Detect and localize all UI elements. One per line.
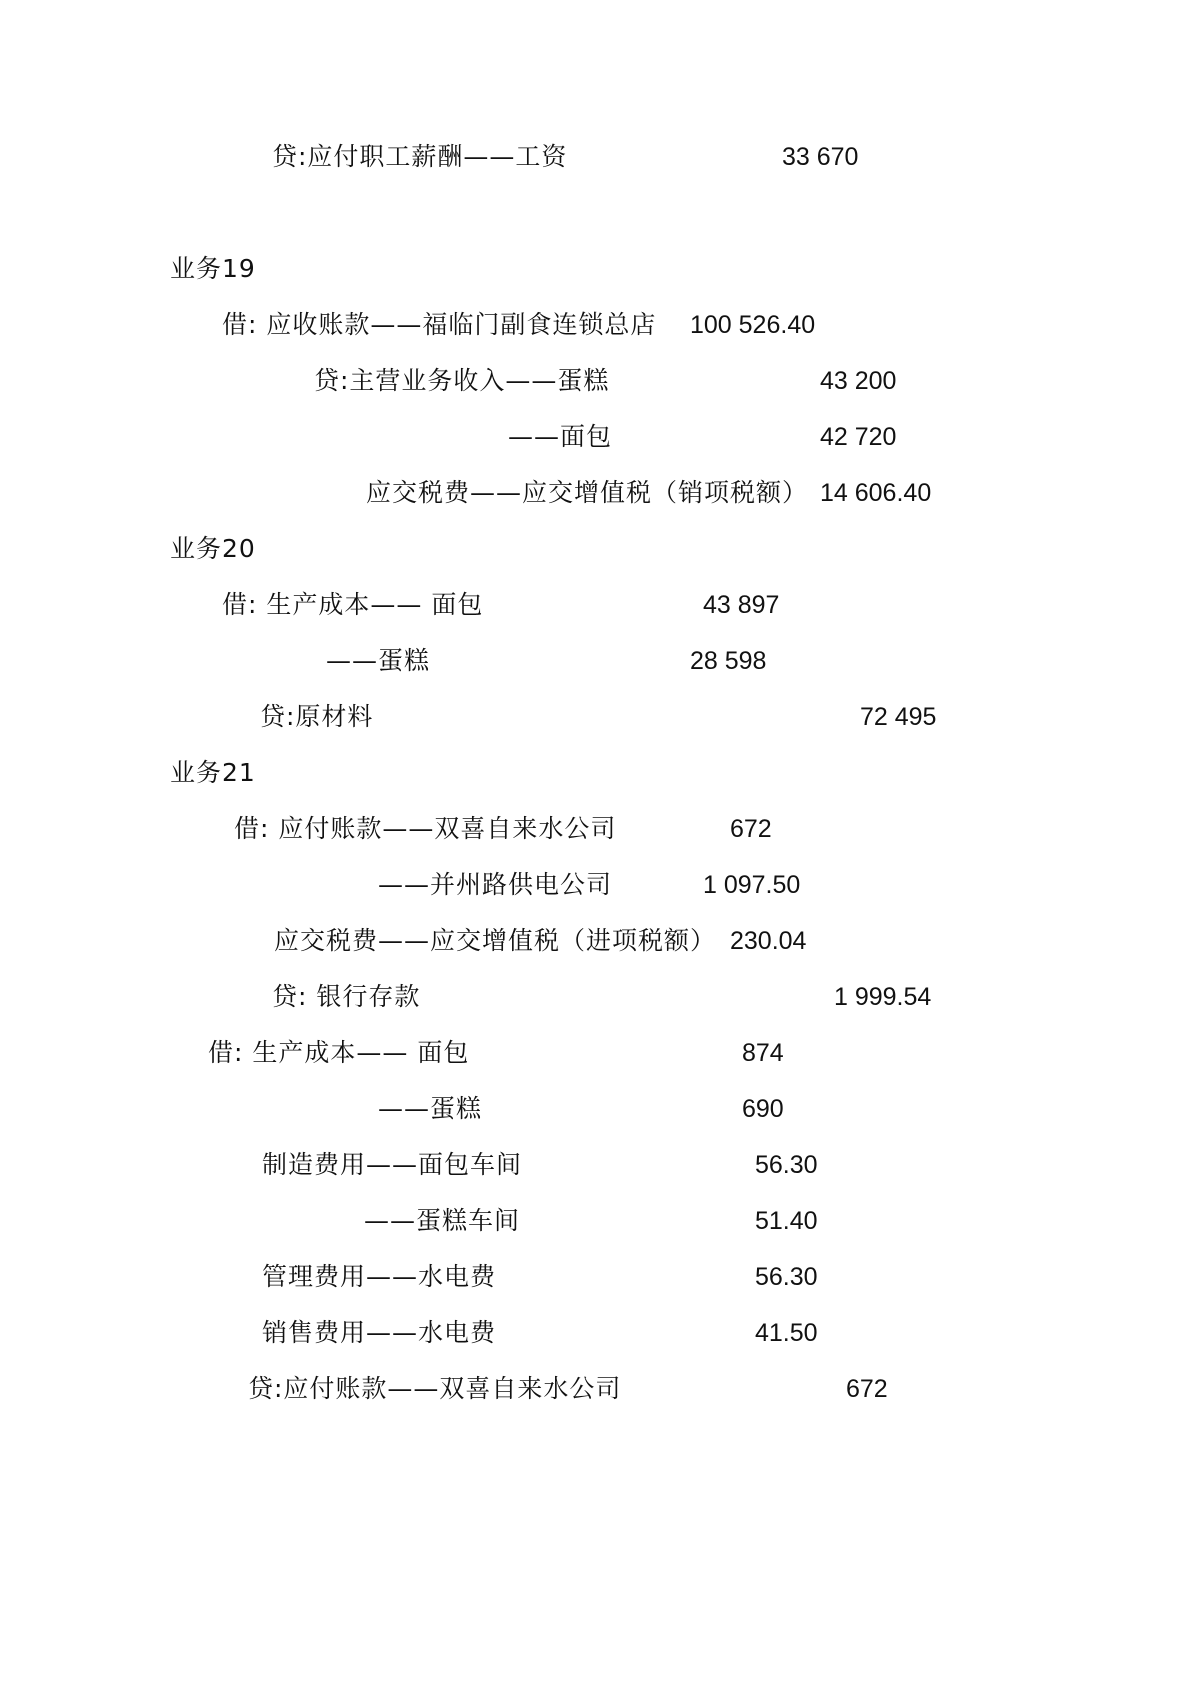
entry-amount: 56.30 [755,1263,818,1291]
entry-amount: 33 670 [782,143,859,171]
section-heading: 业务21 [170,758,256,787]
section-heading: 业务19 [170,254,256,283]
entry-account: ——并州路供电公司 [378,870,613,899]
entry-amount: 56.30 [755,1151,818,1179]
entry-amount: 28 598 [690,647,767,675]
entry-amount: 874 [742,1039,784,1067]
entry-account: 贷: 银行存款 [272,982,421,1011]
entry-amount: 41.50 [755,1319,818,1347]
entry-amount: 43 897 [703,591,780,619]
entry-amount: 51.40 [755,1207,818,1235]
entry-account: ——蛋糕 [378,1094,483,1123]
entry-amount: 1 999.54 [834,983,932,1011]
entry-amount: 672 [730,815,772,843]
entry-account: 贷:应付职工薪酬——工资 [272,142,568,171]
entry-account: 借: 应付账款——双喜自来水公司 [234,814,617,843]
entry-amount: 72 495 [860,703,937,731]
entry-account: 借: 生产成本—— 面包 [222,590,484,619]
entry-account: ——蛋糕 [326,646,431,675]
entry-account: 销售费用——水电费 [262,1318,497,1347]
entry-account: ——蛋糕车间 [364,1206,521,1235]
entry-account: 应交税费——应交增值税（进项税额） [274,926,717,955]
section-heading: 业务20 [170,534,256,563]
entry-amount: 43 200 [820,367,897,395]
entry-account: 制造费用——面包车间 [262,1150,523,1179]
entry-account: ——面包 [508,422,613,451]
entry-account: 管理费用——水电费 [262,1262,497,1291]
entry-account: 贷:原材料 [260,702,374,731]
entry-account: 贷:应付账款——双喜自来水公司 [248,1374,622,1403]
entry-account: 借: 生产成本—— 面包 [208,1038,470,1067]
entry-amount: 1 097.50 [703,871,801,899]
entry-account: 贷:主营业务收入——蛋糕 [314,366,610,395]
entry-amount: 230.04 [730,927,807,955]
entry-amount: 690 [742,1095,784,1123]
entry-amount: 672 [846,1375,888,1403]
entry-amount: 100 526.40 [690,311,816,339]
entry-amount: 14 606.40 [820,479,932,507]
entry-amount: 42 720 [820,423,897,451]
entry-account: 应交税费——应交增值税（销项税额） [366,478,809,507]
entry-account: 借: 应收账款——福临门副食连锁总店 [222,310,657,339]
